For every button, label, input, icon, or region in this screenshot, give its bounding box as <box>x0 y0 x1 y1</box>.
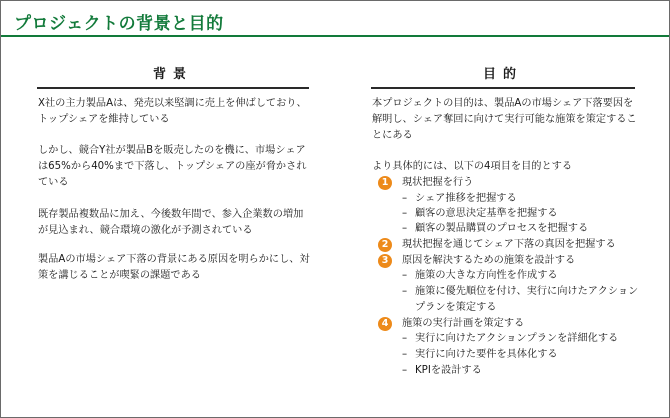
page-title: プロジェクトの背景と目的 <box>14 14 224 34</box>
dash-icon: – <box>402 223 408 234</box>
dash-icon: – <box>402 286 408 297</box>
purpose-item-label: 現状把握を通じてシェア下落の真因を把握する <box>402 239 616 250</box>
background-paragraph: しかし、競合Y社が製品Bを販売したのを機に、市場シェアは65%から40%まで下落し、トップシェアの座が脅かされている <box>38 145 307 188</box>
background-paragraph: X社の主力製品Aは、発売以来堅調に売上を伸ばしており、トップシェアを維持している <box>38 98 307 125</box>
purpose-item-label: 施策の実行計画を策定する <box>402 318 525 329</box>
purpose-sub-item: 施策の大きな方向性を作成する <box>415 270 558 281</box>
purpose-sub-item: シェア推移を把握する <box>415 193 517 204</box>
purpose-item-label: 原因を解決するための施策を設計する <box>402 255 576 266</box>
purpose-sub-item: 顧客の意思決定基準を把握する <box>415 208 558 219</box>
background-heading: 背景 <box>152 67 193 82</box>
background-paragraph: 既存製品複数品に加え、今後数年間で、参入企業数の増加が見込まれ、競合環境の激化が予測されている <box>38 209 304 236</box>
number-3-icon: 3 <box>378 254 392 268</box>
purpose-item-label: 現状把握を行う <box>402 177 474 188</box>
title-divider <box>1 35 669 37</box>
purpose-heading-rule <box>371 87 635 89</box>
purpose-sub-item: 実行に向けたアクションプランを詳細化する <box>415 333 619 344</box>
number-4-icon: 4 <box>378 317 392 331</box>
dash-icon: – <box>402 208 408 219</box>
purpose-intro: 本プロジェクトの目的は、製品Aの市場シェア下落要因を解明し、シェア奪回に向けて実行可能な施策を策定することにある <box>372 98 637 141</box>
purpose-heading: 目的 <box>482 67 523 82</box>
purpose-lead: より具体的には、以下の4項目を目的とする <box>372 161 573 172</box>
purpose-sub-item: 実行に向けた要件を具体化する <box>415 349 558 360</box>
dash-icon: – <box>402 333 408 344</box>
background-heading-rule <box>37 87 309 89</box>
number-2-icon: 2 <box>378 238 392 252</box>
purpose-sub-item: KPIを設計する <box>415 365 482 376</box>
purpose-sub-item: 施策に優先順位を付け、実行に向けたアクションプランを策定する <box>415 286 639 313</box>
purpose-sub-item: 顧客の製品購買のプロセスを把握する <box>415 223 589 234</box>
background-paragraph: 製品Aの市場シェア下落の背景にある原因を明らかにし、対策を講じることが喫緊の課題である <box>38 254 310 281</box>
dash-icon: – <box>402 193 408 204</box>
number-1-icon: 1 <box>378 176 392 190</box>
dash-icon: – <box>402 349 408 360</box>
dash-icon: – <box>402 365 408 376</box>
dash-icon: – <box>402 270 408 281</box>
